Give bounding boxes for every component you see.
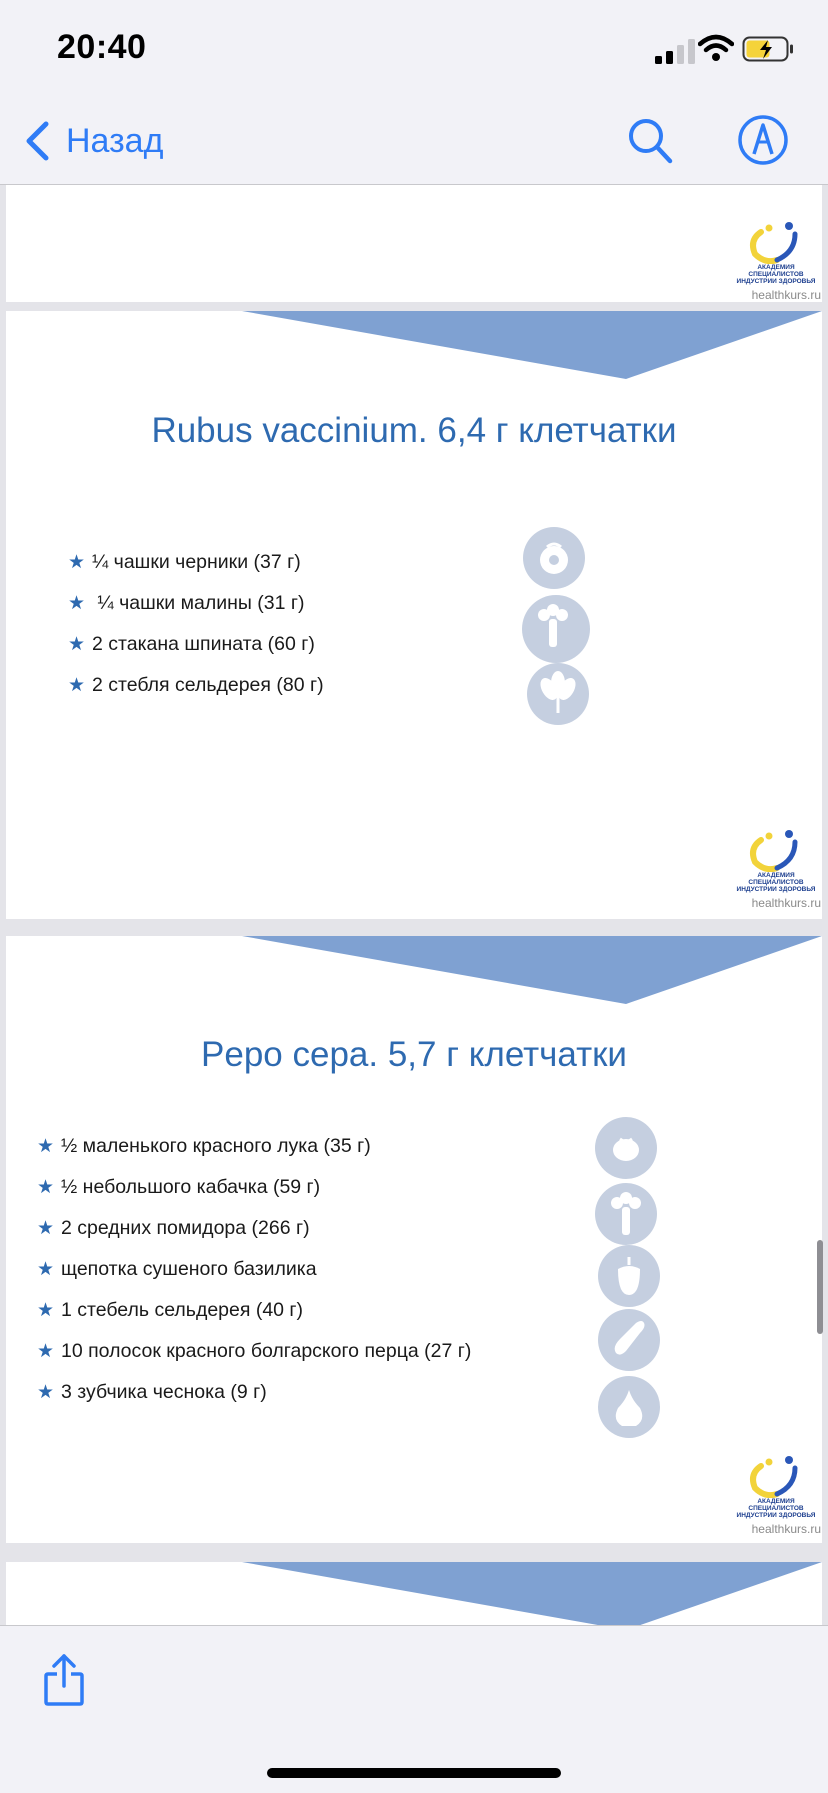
list-item: [68, 624, 324, 665]
list-item: [68, 542, 324, 583]
logo-org-line2: ИНДУСТРИИ ЗДОРОВЬЯ: [736, 278, 816, 285]
logo: [731, 828, 821, 910]
star-bullet-icon: ★: [37, 1259, 55, 1280]
search-icon[interactable]: [626, 116, 674, 166]
ingredient-list: [37, 1126, 471, 1413]
slide-banner: [242, 1562, 822, 1625]
slide-title: Rubus vaccinium. 6,4 г клетчатки: [151, 411, 677, 450]
star-bullet-icon: ★: [37, 1177, 55, 1198]
bottom-toolbar: [0, 1625, 828, 1793]
celery-icon: [522, 595, 590, 663]
list-item-text: 10 полосок красного болгарского перца (27 г): [61, 1340, 472, 1362]
zucchini-icon: [598, 1309, 660, 1371]
list-item-text: 1 стебель сельдерея (40 г): [61, 1299, 304, 1321]
logo-url: healthkurs.ru: [751, 288, 821, 302]
cellular-signal-icon: [655, 38, 699, 64]
list-item: [37, 1167, 471, 1208]
logo-mark-icon: [739, 828, 813, 872]
chevron-left-icon: [22, 119, 52, 163]
battery-icon: [742, 36, 794, 62]
logo-mark-icon: [739, 220, 813, 264]
list-item-text: ½ небольшого кабачка (59 г): [61, 1176, 321, 1198]
slide-banner: [242, 311, 822, 379]
status-time: 20:40: [57, 28, 147, 66]
slide-banner: [242, 936, 822, 1004]
star-bullet-icon: ★: [37, 1218, 55, 1239]
logo-org-line2: ИНДУСТРИИ ЗДОРОВЬЯ: [736, 886, 816, 893]
berry-icon: [523, 527, 585, 589]
star-bullet-icon: ★: [68, 634, 86, 655]
celery-icon: [595, 1183, 657, 1245]
logo-org-line1: АКАДЕМИЯ СПЕЦИАЛИСТОВ: [748, 872, 804, 886]
slide-partial-top: [6, 185, 822, 302]
ingredient-list: [68, 542, 324, 706]
slide-pepo-cepa: [6, 936, 822, 1543]
logo-org-line1: АКАДЕМИЯ СПЕЦИАЛИСТОВ: [748, 264, 804, 278]
star-bullet-icon: ★: [37, 1136, 55, 1157]
star-bullet-icon: ★: [37, 1300, 55, 1321]
logo-url: healthkurs.ru: [751, 896, 821, 910]
star-bullet-icon: ★: [68, 552, 86, 573]
list-item-text: ¼ чашки малины (31 г): [92, 592, 305, 614]
logo-url: healthkurs.ru: [751, 1522, 821, 1536]
share-icon[interactable]: [42, 1652, 86, 1708]
list-item-text: ½ маленького красного лука (35 г): [61, 1135, 371, 1157]
list-item: [37, 1249, 471, 1290]
list-item-text: 2 средних помидора (266 г): [61, 1217, 310, 1239]
slide-title: Pepo cepa. 5,7 г клетчатки: [201, 1035, 627, 1074]
list-item: [68, 583, 324, 624]
list-item: [68, 665, 324, 706]
star-bullet-icon: ★: [37, 1382, 55, 1403]
list-item-text: 2 стебля сельдерея (80 г): [92, 674, 324, 696]
list-item: [37, 1126, 471, 1167]
tomato-icon: [595, 1117, 657, 1179]
list-item: [37, 1290, 471, 1331]
logo: [731, 220, 821, 302]
markup-icon[interactable]: [737, 114, 789, 166]
star-bullet-icon: ★: [68, 675, 86, 696]
list-item: [37, 1372, 471, 1413]
list-item: [37, 1331, 471, 1372]
document-view[interactable]: [0, 185, 828, 1625]
list-item-text: 3 зубчика чеснока (9 г): [61, 1381, 267, 1403]
list-item-text: ¼ чашки черники (37 г): [92, 551, 301, 573]
star-bullet-icon: ★: [37, 1341, 55, 1362]
slide-partial-bottom: [6, 1562, 822, 1625]
logo-org-line2: ИНДУСТРИИ ЗДОРОВЬЯ: [736, 1512, 816, 1519]
slide-rubus-vaccinium: [6, 311, 822, 919]
logo-org-line1: АКАДЕМИЯ СПЕЦИАЛИСТОВ: [748, 1498, 804, 1512]
status-bar: [0, 0, 828, 100]
list-item: [37, 1208, 471, 1249]
logo: [731, 1454, 821, 1536]
spinach-icon: [527, 663, 589, 725]
navigation-bar: [0, 100, 828, 185]
list-item-text: 2 стакана шпината (60 г): [92, 633, 315, 655]
scrollbar[interactable]: [817, 1240, 823, 1334]
home-indicator[interactable]: [267, 1768, 561, 1778]
logo-mark-icon: [739, 1454, 813, 1498]
garlic-icon: [598, 1376, 660, 1438]
wifi-icon: [698, 34, 734, 62]
back-label: Назад: [66, 121, 164, 160]
star-bullet-icon: ★: [68, 593, 86, 614]
bell-pepper-icon: [598, 1245, 660, 1307]
back-button[interactable]: [22, 118, 163, 164]
list-item-text: щепотка сушеного базилика: [61, 1258, 317, 1280]
